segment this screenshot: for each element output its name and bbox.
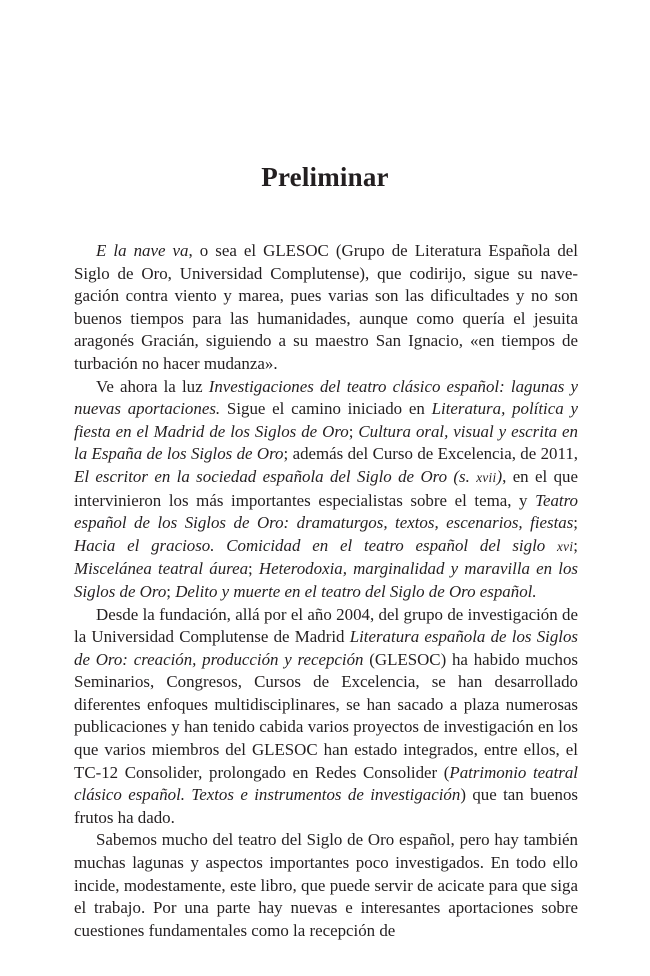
text-run: (GLESOC) ha habido muchos Seminarios, Congresos, Cursos de Excelencia, se han desarrollado diferentes enfoques multidisciplinares, se han sacado a plaza numerosas publicaciones y han tenido cabida varios proyectos de investigación en los que varios miembros del GLESOC han estado integrados, entre ellos, el TC-12 Consolider, prolongado en Redes Consolider ( bbox=[74, 649, 578, 782]
text-run: ; bbox=[166, 581, 176, 601]
text-run: , o sea el GLESOC (Grupo de Literatura Española del Siglo de Oro, Universidad Complutense), que codirijo, sigue su navegación contra viento y marea, pues varias son las dificultades y no son buenos tiempos para las humanidades, aunque como quería el jesuita aragonés Gracián, siguiendo a su maestro San Ignacio, «en tiempos de turbación no hacer mudanza». bbox=[74, 241, 578, 373]
text-run: Sabemos mucho del teatro del Siglo de Oro español, pero hay también muchas lagunas y aspectos importantes poco investigados. En todo ello incide, modestamente, este libro, que puede servir de acicate para que siga el trabajo. Por una parte hay nuevas e interesantes aportaciones sobre cuestiones fundamentales como la recepción de bbox=[74, 830, 578, 940]
text-run: Sigue el camino iniciado en bbox=[220, 399, 432, 419]
italic-text-run: Hacia el gracioso. Comicidad en el teatro español del siglo bbox=[74, 535, 558, 555]
italic-text-run: Literatura, política y fiesta en el Madrid de los Siglos de Oro bbox=[74, 399, 578, 441]
text-run: ; bbox=[348, 421, 359, 441]
page-title: Preliminar bbox=[261, 162, 389, 192]
body-text bbox=[74, 240, 578, 942]
paragraph-4 bbox=[74, 829, 578, 942]
text-run: Desde la fundación, allá por el año 2004, del grupo de investigación de la Universidad Complutense de Madrid bbox=[74, 604, 578, 647]
text-run: ) que tan buenos frutos ha dado. bbox=[74, 785, 578, 827]
italic-text-run: Patrimonio teatral clásico español. Textos e instrumentos de investigación bbox=[74, 762, 578, 805]
italic-text-run: Miscelánea teatral áurea bbox=[74, 559, 249, 579]
italic-text-run: ) bbox=[496, 466, 503, 486]
italic-text-run: Literatura española de los Siglos de Oro: creación, producción y recepción bbox=[74, 627, 579, 669]
italic-text-run: E la nave va bbox=[96, 241, 189, 260]
paragraph-1 bbox=[74, 240, 578, 376]
italic-text-run: El escritor en la sociedad española del Siglo de Oro (s. bbox=[74, 466, 477, 486]
paragraph-2 bbox=[74, 376, 578, 604]
text-run: ; bbox=[573, 535, 578, 555]
paragraph-3 bbox=[74, 604, 578, 830]
text-run: ; bbox=[248, 559, 259, 579]
italic-text-run: xvi bbox=[557, 538, 574, 554]
italic-text-run: Teatro español de los Siglos de Oro: dramaturgos, textos, escenarios, fiestas bbox=[74, 490, 578, 533]
italic-text-run: Heterodoxia, marginalidad y maravilla en los Siglos de Oro bbox=[74, 559, 578, 601]
italic-text-run: Cultura oral, visual y escrita en la España de los Siglos de Oro bbox=[74, 421, 578, 464]
text-run: , en el que intervinieron los más importantes especialistas sobre el tema, y bbox=[74, 466, 578, 510]
italic-text-run: Investigaciones del teatro clásico español: lagunas y nuevas aportaciones. bbox=[74, 376, 579, 419]
text-run: ; bbox=[573, 513, 578, 533]
text-run: Ve ahora la luz bbox=[96, 376, 209, 396]
text-run: ; además del Curso de Excelencia, de 2011, bbox=[283, 444, 578, 464]
italic-text-run: xvii bbox=[476, 469, 497, 485]
italic-text-run: Delito y muerte en el teatro del Siglo de Oro español. bbox=[175, 581, 537, 601]
